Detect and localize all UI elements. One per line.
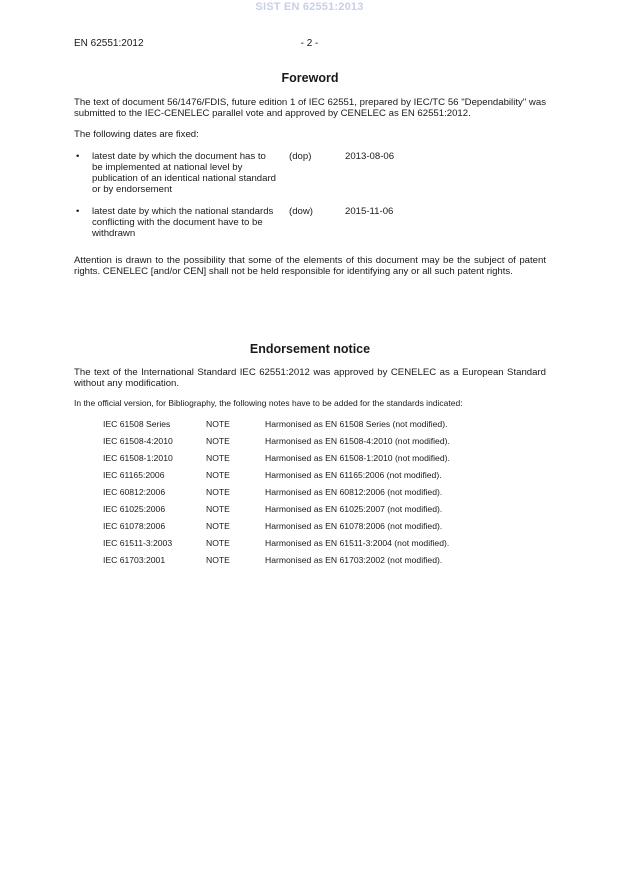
note-cell: NOTE [206, 538, 230, 548]
document-id: EN 62551:2012 [74, 38, 144, 49]
standard-cell: IEC 61078:2006 [103, 521, 166, 531]
endorsement-section [74, 344, 546, 572]
table-row [103, 436, 450, 453]
standard-cell: IEC 61508-4:2010 [103, 436, 173, 446]
harmonised-cell: Harmonised as EN 60812:2006 (not modified). [265, 487, 443, 497]
standard-cell: IEC 61508 Series [103, 419, 171, 429]
table-row [103, 538, 450, 555]
attention-paragraph: Attention is drawn to the possibility that some of the elements of this document may be the subject of patent rights. CENELEC [and/or CEN] shall not be held responsible for identifying any or all such patent rights. [74, 255, 546, 277]
bullet: • [76, 206, 80, 217]
date-value: 2013-08-06 [345, 151, 395, 162]
table-row [103, 470, 450, 487]
note-cell: NOTE [206, 487, 230, 497]
harmonised-cell: Harmonised as EN 61511-3:2004 (not modified). [265, 538, 450, 548]
harmonised-cell: Harmonised as EN 61165:2006 (not modified). [265, 470, 442, 480]
date-abbreviation: (dow) [289, 206, 313, 217]
date-item-dop [74, 151, 546, 201]
dates-intro: The following dates are fixed: [74, 129, 199, 140]
harmonised-cell: Harmonised as EN 61508-4:2010 (not modified). [265, 436, 450, 446]
date-value: 2015-11-06 [345, 206, 394, 217]
harmonised-cell: Harmonised as EN 61508-1:2010 (not modified). [265, 453, 450, 463]
standard-cell: IEC 61025:2006 [103, 504, 166, 514]
note-cell: NOTE [206, 419, 230, 429]
note-cell: NOTE [206, 504, 230, 514]
watermark: SIST EN 62551:2013 [255, 1, 364, 13]
note-cell: NOTE [206, 555, 230, 565]
note-cell: NOTE [206, 470, 230, 480]
harmonised-cell: Harmonised as EN 61025:2007 (not modified). [265, 504, 443, 514]
note-cell: NOTE [206, 453, 230, 463]
date-description: latest date by which the document has to be implemented at national level by publication of an identical national standard or by endorsement [92, 151, 277, 195]
standard-cell: IEC 61165:2006 [103, 470, 165, 480]
table-row [103, 555, 450, 572]
table-row [103, 453, 450, 470]
bibliography-notes-table [103, 419, 450, 572]
table-row [103, 504, 450, 521]
endorsement-text: The text of the International Standard IEC 62551:2012 was approved by CENELEC as a European Standard without any modification. [74, 367, 546, 389]
foreword-title: Foreword [281, 71, 339, 85]
standard-cell: IEC 61508-1:2010 [103, 453, 173, 463]
standard-cell: IEC 61703:2001 [103, 555, 166, 565]
bibliography-intro: In the official version, for Bibliography, the following notes have to be added for the standards indicated: [74, 398, 463, 408]
table-row [103, 419, 450, 436]
harmonised-cell: Harmonised as EN 61703:2002 (not modified). [265, 555, 443, 565]
foreword-section [74, 73, 546, 277]
date-item-dow [74, 206, 546, 244]
endorsement-title: Endorsement notice [249, 342, 371, 356]
harmonised-cell: Harmonised as EN 61508 Series (not modified). [265, 419, 448, 429]
table-row [103, 487, 450, 504]
standard-cell: IEC 61511-3:2003 [103, 538, 173, 548]
date-abbreviation: (dop) [289, 151, 312, 162]
date-description: latest date by which the national standards conflicting with the document have to be withdrawn [92, 206, 274, 239]
harmonised-cell: Harmonised as EN 61078:2006 (not modified). [265, 521, 443, 531]
note-cell: NOTE [206, 521, 230, 531]
note-cell: NOTE [206, 436, 230, 446]
table-row [103, 521, 450, 538]
foreword-intro: The text of document 56/1476/FDIS, future edition 1 of IEC 62551, prepared by IEC/TC 56 "Dependability" was submitted to the IEC-CENELEC parallel vote and approved by CENELEC as EN 62551:2012. [74, 97, 546, 119]
page-number: - 2 - [300, 38, 319, 49]
bullet: • [76, 151, 80, 162]
standard-cell: IEC 60812:2006 [103, 487, 166, 497]
